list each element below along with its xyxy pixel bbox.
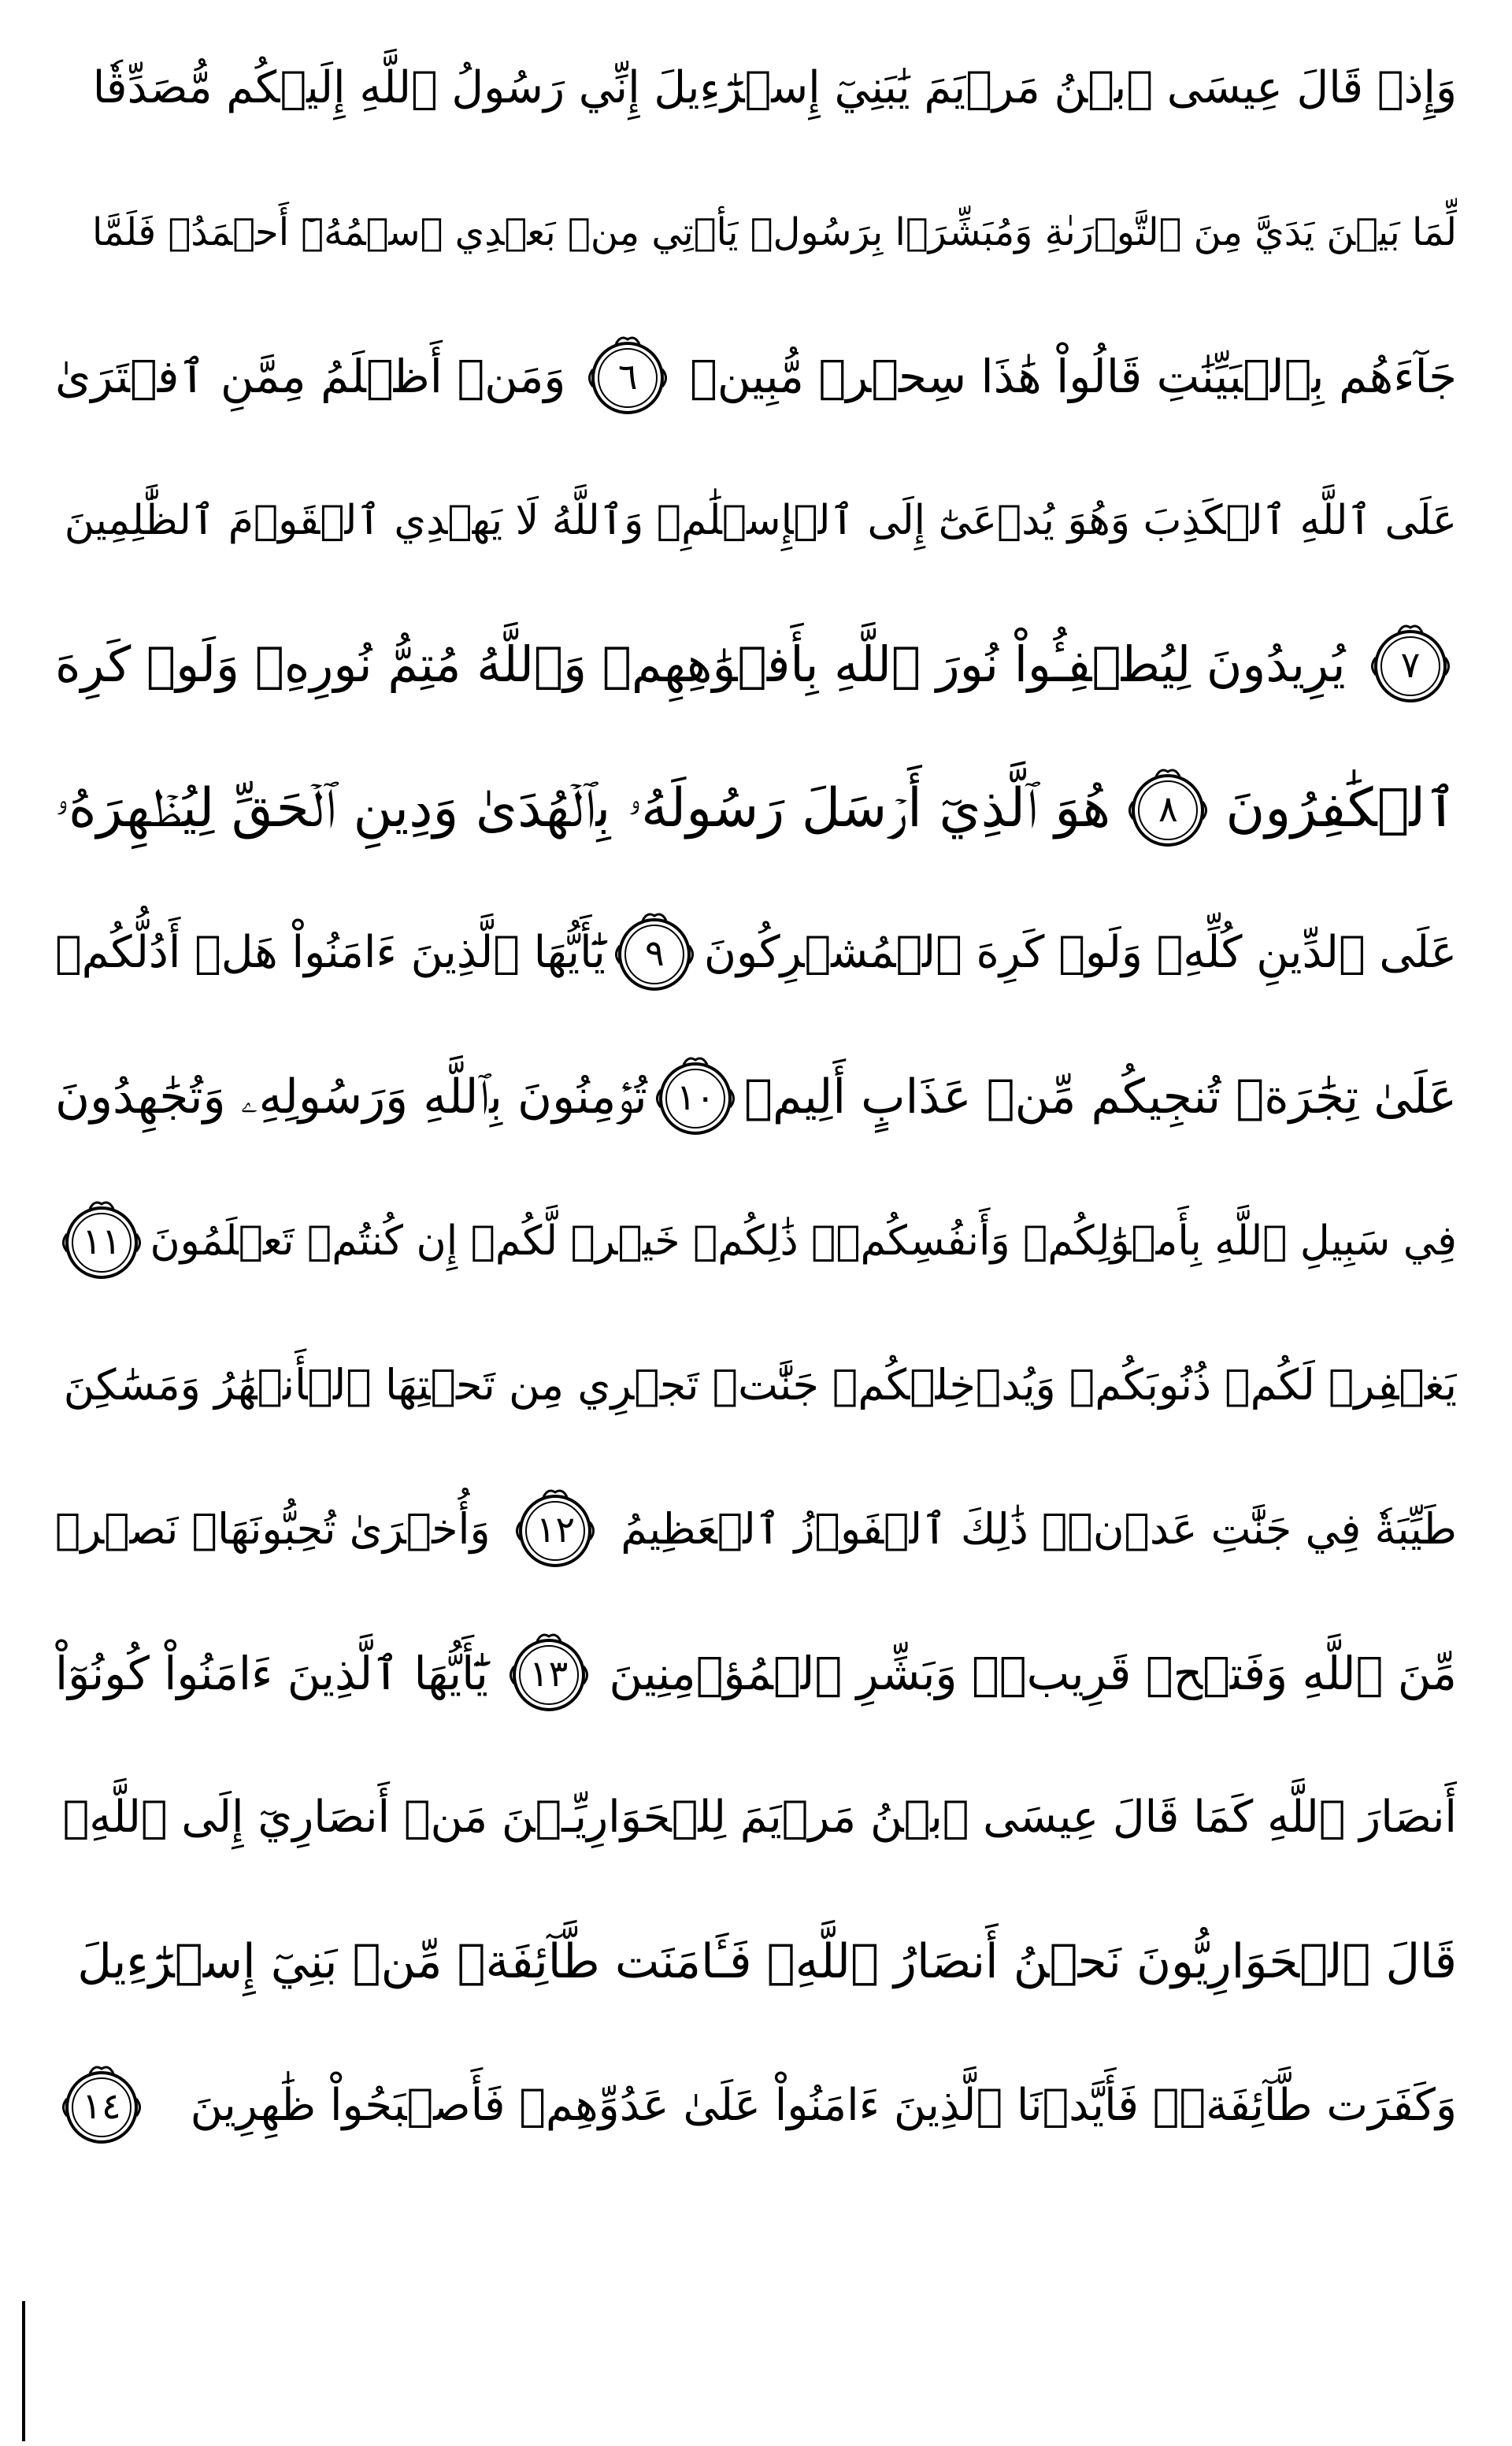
verse-text: مِّنَ ٱللَّهِ وَفَتۡحٞ قَرِيبٞۗ وَبَشِّرِ ٱلۡمُؤۡمِنِينَ bbox=[609, 1646, 1457, 1700]
verse-text: يُرِيدُونَ لِيُطۡفِـُٔواْ نُورَ ٱللَّهِ بِأَفۡوَٰهِهِمۡ وَٱللَّهُ مُتِمُّ نُورِهِۦ وَلَوۡ كَرِهَ bbox=[55, 635, 1346, 693]
verse-text: يَغۡفِرۡ لَكُمۡ ذُنُوبَكُمۡ وَيُدۡخِلۡكُمۡ جَنَّٰتٖ تَجۡرِي مِن تَحۡتِهَا ٱلۡأَنۡهَٰرُ وَمَسَٰكِنَ bbox=[63, 1359, 1457, 1410]
text-line bbox=[55, 16, 1457, 160]
verse-text: وَإِذۡ قَالَ عِيسَى ٱبۡنُ مَرۡيَمَ يَٰبَنِيٓ إِسۡرَٰٓءِيلَ إِنِّي رَسُولُ ٱللَّهِ إِلَيۡكُم مُّصَدِّقٗا bbox=[92, 61, 1457, 113]
verse-text: أَنصَارَ ٱللَّهِ كَمَا قَالَ عِيسَى ٱبۡنُ مَرۡيَمَ لِلۡحَوَارِيِّـۧنَ مَنۡ أَنصَارِيٓ إِلَى ٱللَّهِۖ bbox=[62, 1791, 1457, 1843]
text-line bbox=[55, 736, 1457, 880]
verse-text: وَكَفَرَت طَّآئِفَةٞۖ فَأَيَّدۡنَا ٱلَّذِينَ ءَامَنُواْ عَلَىٰ عَدُوِّهِمۡ فَأَصۡبَحُواْ ظَٰهِرِينَ bbox=[190, 2079, 1457, 2131]
verse-text: هُوَ ٱلَّذِيٓ أَرۡسَلَ رَسُولَهُۥ بِٱلۡهُدَىٰ وَدِينِ ٱلۡحَقِّ لِيُظۡهِرَهُۥ bbox=[55, 776, 1111, 839]
verse-text: عَلَىٰ تِجَٰرَةٖ تُنجِيكُم مِّنۡ عَذَابٍ أَلِيمٖ bbox=[744, 1069, 1457, 1125]
ayah-number: ١٣ bbox=[528, 1651, 569, 1695]
margin-rule bbox=[22, 2301, 25, 2441]
ayah-number: ١٠ bbox=[676, 1075, 716, 1118]
text-line bbox=[55, 1889, 1457, 2033]
verse-text: جَآءَهُم بِٱلۡبَيِّنَٰتِ قَالُواْ هَٰذَا سِحۡرٞ مُّبِينٞ bbox=[689, 349, 1457, 403]
verse-text: وَمَنۡ أَظۡلَمُ مِمَّنِ ٱفۡتَرَىٰ bbox=[55, 349, 566, 403]
ayah-number: ١٢ bbox=[536, 1507, 576, 1551]
text-line bbox=[55, 1457, 1457, 1601]
verse-text: ٱلۡكَٰفِرُونَ bbox=[1225, 776, 1457, 839]
text-line bbox=[55, 1745, 1457, 1889]
text-line bbox=[55, 1025, 1457, 1169]
verse-text: فِي سَبِيلِ ٱللَّهِ بِأَمۡوَٰلِكُمۡ وَأَنفُسِكُمۡۚ ذَٰلِكُمۡ خَيۡرٞ لَّكُمۡ إِن كُنتُمۡ تَعۡلَمُونَ bbox=[150, 1217, 1457, 1265]
ayah-end-marker bbox=[55, 2059, 148, 2152]
ayah-end-marker bbox=[608, 906, 701, 999]
verse-text: تُؤۡمِنُونَ بِٱللَّهِ وَرَسُولِهِۦ وَتُجَٰهِدُونَ bbox=[55, 1069, 647, 1125]
ayah-number: ١٤ bbox=[82, 2084, 121, 2127]
verse-text: عَلَى ٱللَّهِ ٱلۡكَذِبَ وَهُوَ يُدۡعَىٰٓ إِلَى ٱلۡإِسۡلَٰمِۚ وَٱللَّهُ لَا يَهۡدِي ٱلۡقَوۡمَ ٱلظَّٰلِمِينَ bbox=[64, 496, 1457, 544]
ayah-number: ٧ bbox=[1400, 643, 1421, 686]
ayah-end-marker bbox=[649, 1051, 742, 1143]
text-line bbox=[55, 592, 1457, 736]
ayah-number: ٦ bbox=[617, 354, 638, 398]
quran-text-block bbox=[55, 16, 1457, 2177]
ayah-number: ١١ bbox=[82, 1219, 121, 1262]
ayah-end-marker bbox=[1121, 762, 1214, 855]
ayah-end-marker bbox=[581, 330, 674, 423]
text-line bbox=[55, 160, 1457, 304]
verse-text: وَأُخۡرَىٰ تُحِبُّونَهَاۖ نَصۡرٞ bbox=[55, 1503, 491, 1554]
text-line bbox=[55, 304, 1457, 448]
ayah-number: ٨ bbox=[1158, 787, 1178, 830]
text-line bbox=[55, 880, 1457, 1025]
ayah-end-marker bbox=[1364, 618, 1457, 711]
verse-text: قَالَ ٱلۡحَوَارِيُّونَ نَحۡنُ أَنصَارُ ٱللَّهِۖ فَـَٔامَنَت طَّآئِفَةٞ مِّنۢ بَنِيٓ إِسۡرَٰٓءِيلَ bbox=[77, 1933, 1457, 1989]
verse-text: يَٰٓأَيُّهَا ٱلَّذِينَ ءَامَنُواْ كُونُوٓاْ bbox=[55, 1646, 488, 1700]
verse-text: عَلَى ٱلدِّينِ كُلِّهِۦ وَلَوۡ كَرِهَ ٱلۡمُشۡرِكُونَ bbox=[703, 926, 1457, 978]
ayah-end-marker bbox=[502, 1627, 595, 1720]
ayah-end-marker bbox=[55, 1195, 148, 1288]
text-line bbox=[55, 1601, 1457, 1745]
text-line bbox=[55, 448, 1457, 592]
ayah-end-marker bbox=[509, 1483, 602, 1576]
verse-text: يَٰٓأَيُّهَا ٱلَّذِينَ ءَامَنُواْ هَلۡ أَدُلُّكُمۡ bbox=[55, 926, 606, 978]
text-line bbox=[55, 1313, 1457, 1457]
text-line bbox=[55, 2033, 1457, 2177]
verse-text: طَيِّبَةٗ فِي جَنَّٰتِ عَدۡنٖۚ ذَٰلِكَ ٱلۡفَوۡزُ ٱلۡعَظِيمُ bbox=[621, 1503, 1457, 1554]
verse-text: لِّمَا بَيۡنَ يَدَيَّ مِنَ ٱلتَّوۡرَىٰةِ وَمُبَشِّرَۢا بِرَسُولٖ يَأۡتِي مِنۢ بَعۡدِي ٱسۡمُهُۥٓ أَحۡمَدُۖ فَلَمَّا bbox=[92, 209, 1457, 254]
text-line bbox=[55, 1169, 1457, 1313]
ayah-number: ٩ bbox=[644, 931, 665, 974]
